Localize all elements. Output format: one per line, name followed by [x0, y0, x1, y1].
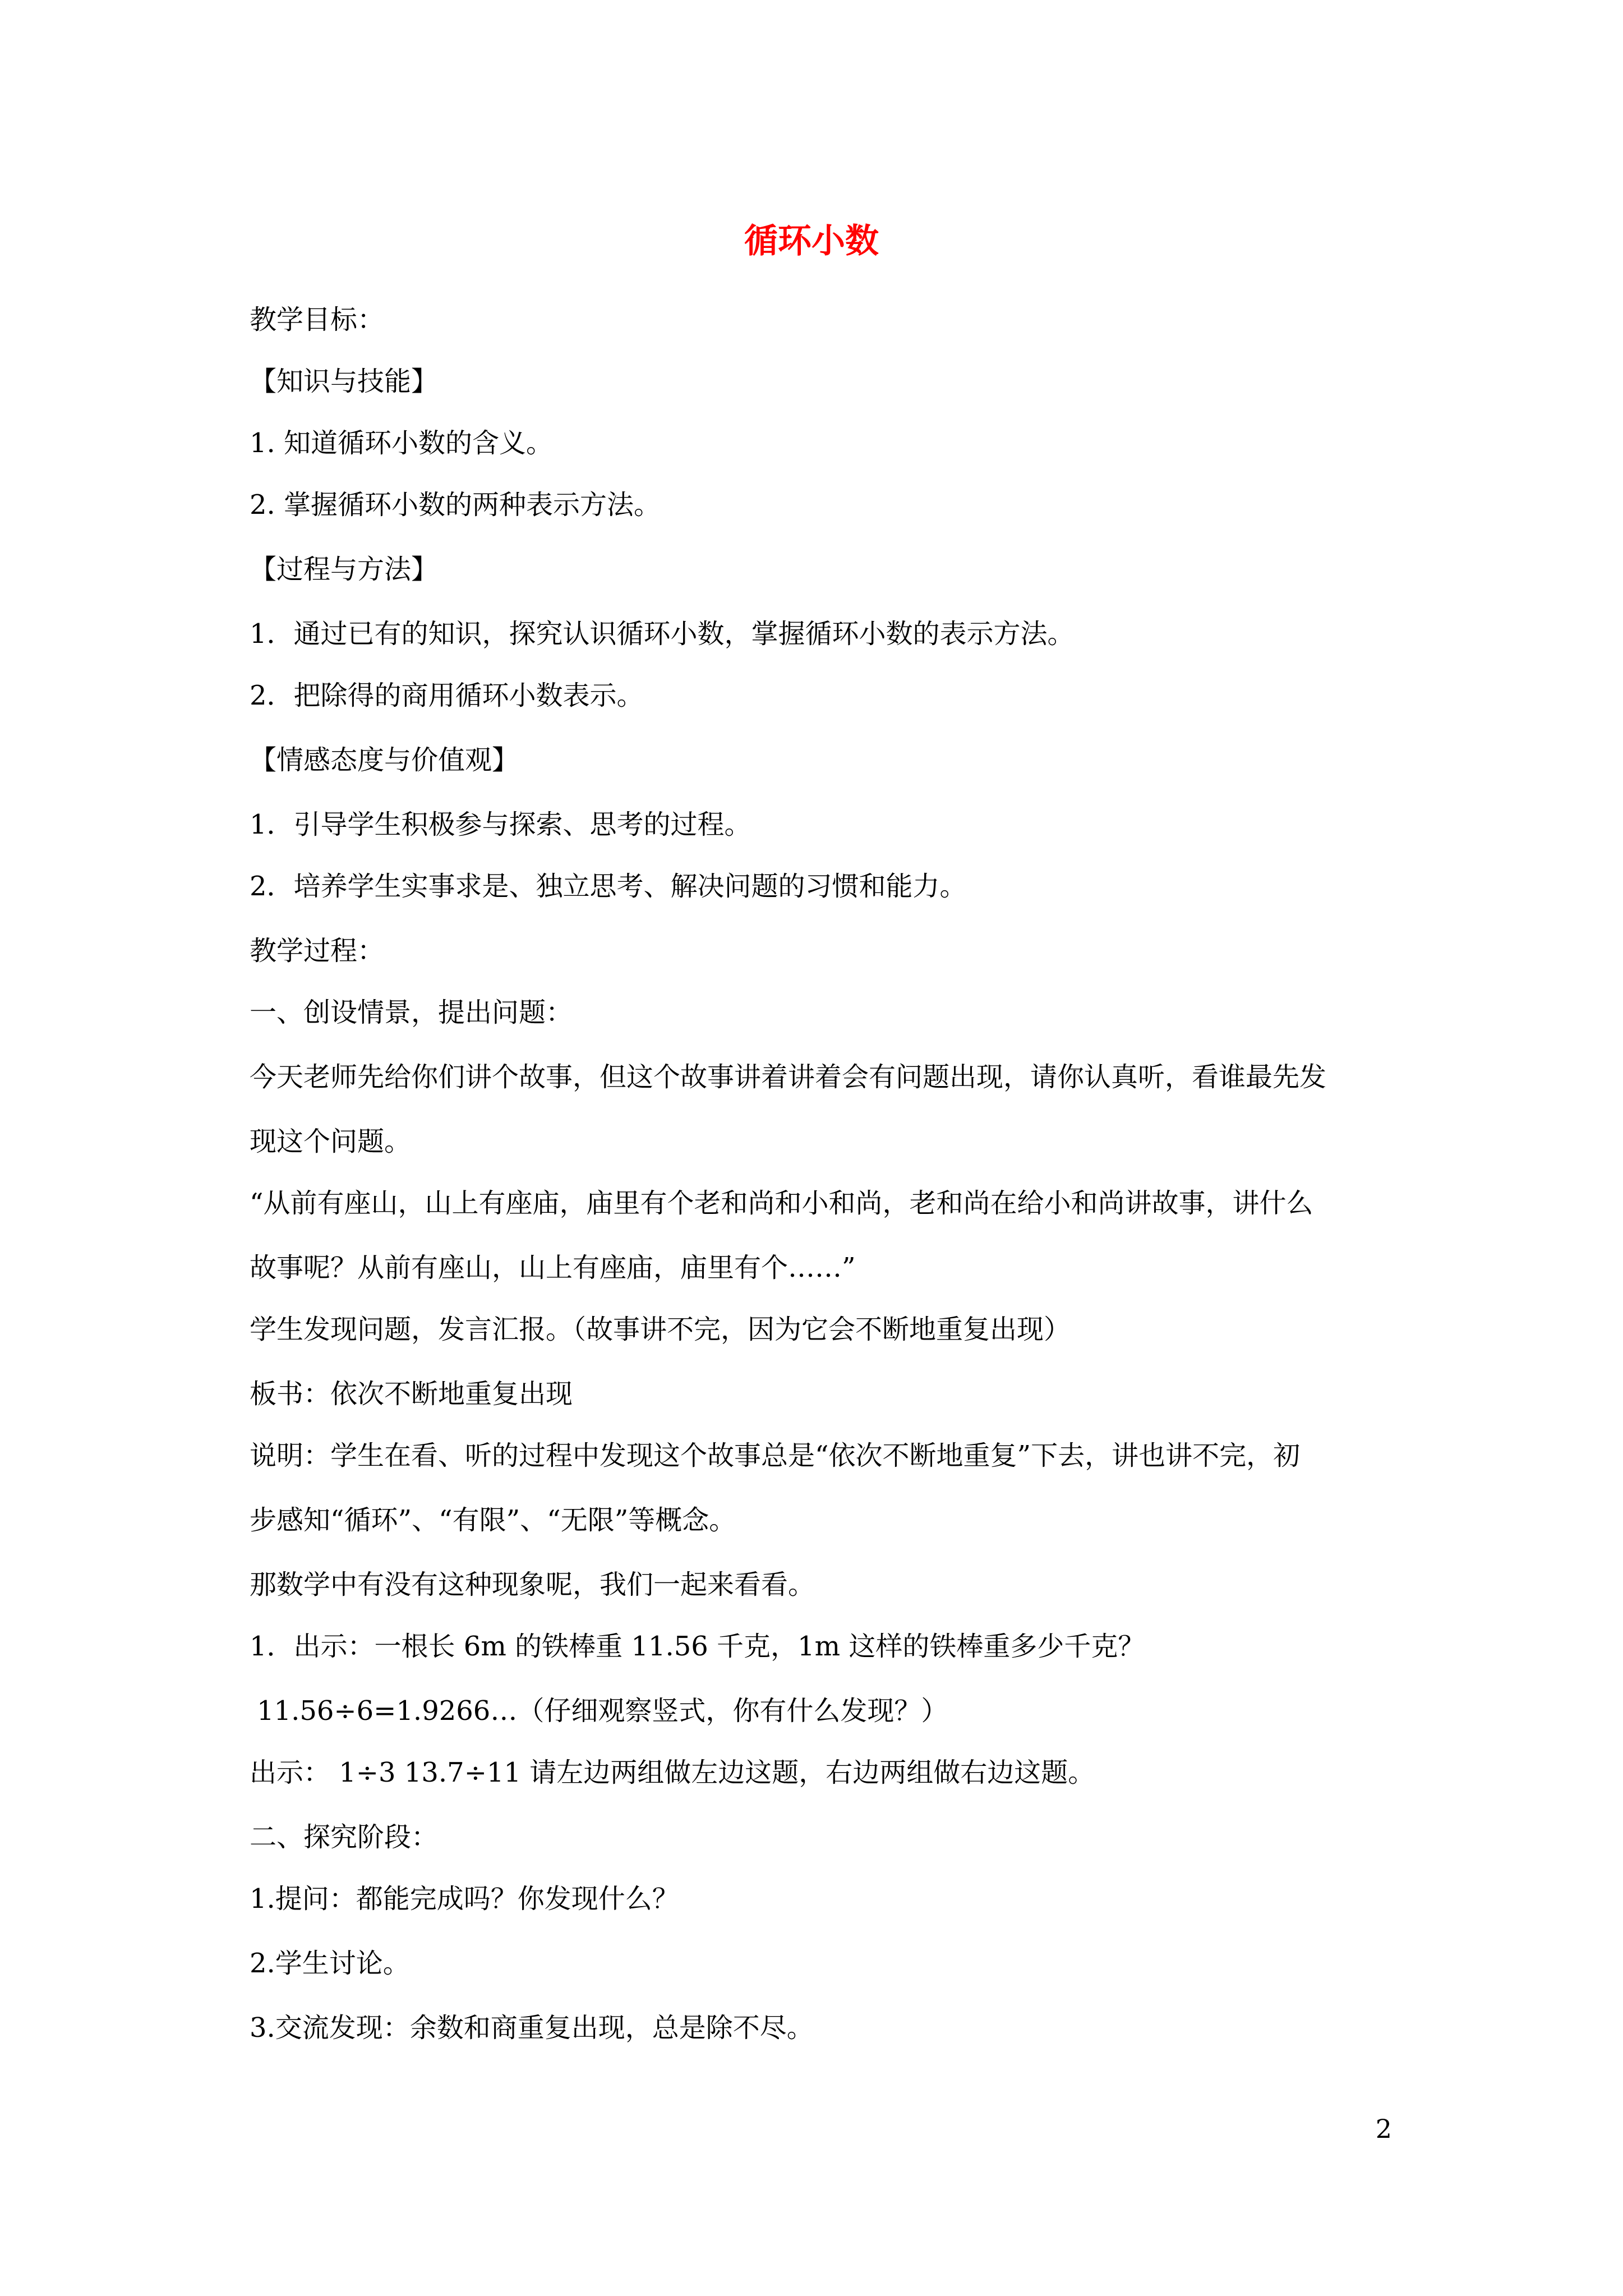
text-line: 1．通过已有的知识，探究认识循环小数，掌握循环小数的表示方法。	[250, 618, 1075, 650]
text-line: 2．培养学生实事求是、独立思考、解决问题的习惯和能力。	[250, 871, 967, 902]
page-number: 2	[1375, 2114, 1392, 2144]
page-title: 循环小数	[744, 222, 879, 261]
text-line: 出示： 1÷3 13.7÷11 请左边两组做左边这题，右边两组做右边这题。	[250, 1757, 1095, 1788]
text-line: 2. 掌握循环小数的两种表示方法。	[250, 489, 661, 521]
text-line: 现这个问题。	[250, 1126, 412, 1157]
text-line: 说明：学生在看、听的过程中发现这个故事总是“依次不断地重复”下去，讲也讲不完，初	[250, 1440, 1301, 1471]
text-line: 11.56÷6=1.9266…（仔细观察竖式，你有什么发现？）	[257, 1695, 948, 1727]
text-line: 1.提问：都能完成吗？你发现什么？	[250, 1883, 679, 1915]
text-line: 2．把除得的商用循环小数表示。	[250, 680, 644, 711]
text-line: 【过程与方法】	[250, 554, 439, 585]
text-line: 板书：依次不断地重复出现	[250, 1378, 573, 1410]
text-line: 二、探究阶段：	[250, 1821, 439, 1853]
text-line: 学生发现问题，发言汇报。（故事讲不完，因为它会不断地重复出现）	[250, 1314, 1071, 1345]
text-line: 教学过程：	[250, 935, 385, 967]
text-line: 那数学中有没有这种现象呢，我们一起来看看。	[250, 1569, 815, 1600]
text-line: 2.学生讨论。	[250, 1948, 410, 1979]
text-line: 教学目标：	[250, 304, 385, 335]
text-line: 【情感态度与价值观】	[250, 744, 519, 776]
text-line: 一、创设情景，提出问题：	[250, 997, 573, 1028]
text-line: 故事呢？从前有座山，山上有座庙，庙里有个……”	[250, 1252, 856, 1283]
text-line: 步感知“循环”、“有限”、“无限”等概念。	[250, 1504, 736, 1536]
text-line: “从前有座山，山上有座庙，庙里有个老和尚和小和尚，老和尚在给小和尚讲故事，讲什么	[250, 1188, 1313, 1219]
text-line: 1. 知道循环小数的含义。	[250, 427, 554, 459]
text-line: 【知识与技能】	[250, 366, 439, 397]
text-line: 今天老师先给你们讲个故事，但这个故事讲着讲着会有问题出现，请你认真听，看谁最先发	[250, 1061, 1327, 1093]
text-line: 1．出示：一根长 6m 的铁棒重 11.56 千克，1m 这样的铁棒重多少千克？	[250, 1631, 1145, 1662]
text-line: 1．引导学生积极参与探索、思考的过程。	[250, 809, 751, 840]
text-line: 3.交流发现：余数和商重复出现，总是除不尽。	[250, 2012, 814, 2044]
